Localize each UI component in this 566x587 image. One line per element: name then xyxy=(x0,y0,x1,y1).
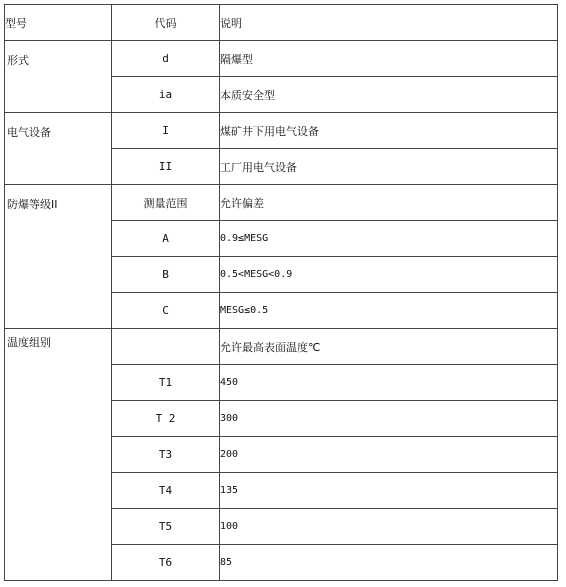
table-row xyxy=(5,185,558,221)
code-cell: II xyxy=(112,149,220,185)
code-cell: T5 xyxy=(112,509,220,545)
table-row xyxy=(5,41,558,77)
code-cell: T6 xyxy=(112,545,220,581)
desc-cell: 85 xyxy=(220,545,558,581)
table-row xyxy=(5,329,558,365)
code-cell: T 2 xyxy=(112,401,220,437)
code-cell: I xyxy=(112,113,220,149)
desc-cell: 200 xyxy=(220,437,558,473)
code-cell: C xyxy=(112,293,220,329)
explosion-proof-spec-table xyxy=(4,4,558,581)
header-row xyxy=(5,5,558,41)
code-cell: ia xyxy=(112,77,220,113)
desc-cell: 工厂用电气设备 xyxy=(220,149,558,185)
desc-cell: 100 xyxy=(220,509,558,545)
desc-cell: MESG≤0.5 xyxy=(220,293,558,329)
desc-cell: 0.9≤MESG xyxy=(220,221,558,257)
desc-cell: 0.5<MESG<0.9 xyxy=(220,257,558,293)
desc-cell: 450 xyxy=(220,365,558,401)
desc-cell: 隔爆型 xyxy=(220,41,558,77)
desc-cell: 允许最高表面温度℃ xyxy=(220,329,558,365)
desc-cell: 300 xyxy=(220,401,558,437)
desc-cell: 允许偏差 xyxy=(220,185,558,221)
desc-cell: 本质安全型 xyxy=(220,77,558,113)
table-row xyxy=(5,113,558,149)
header-code: 代码 xyxy=(112,5,220,41)
group-level-label: 防爆等级II xyxy=(5,185,112,329)
group-temp-label: 温度组别 xyxy=(5,329,112,581)
code-cell: T3 xyxy=(112,437,220,473)
header-type: 型号 xyxy=(5,5,112,41)
desc-cell: 煤矿井下用电气设备 xyxy=(220,113,558,149)
code-cell: T1 xyxy=(112,365,220,401)
group-equipment-label: 电气设备 xyxy=(5,113,112,185)
code-cell xyxy=(112,329,220,365)
code-cell: A xyxy=(112,221,220,257)
header-desc: 说明 xyxy=(220,5,558,41)
desc-cell: 135 xyxy=(220,473,558,509)
code-cell: d xyxy=(112,41,220,77)
code-cell: T4 xyxy=(112,473,220,509)
code-cell: B xyxy=(112,257,220,293)
group-form-label: 形式 xyxy=(5,41,112,113)
code-cell: 测量范围 xyxy=(112,185,220,221)
